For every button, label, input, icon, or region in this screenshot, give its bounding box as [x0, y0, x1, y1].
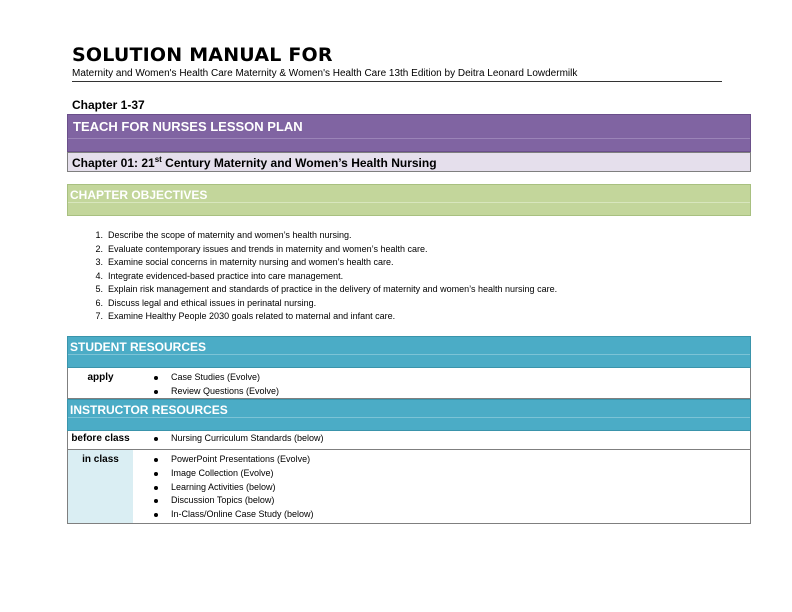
- banner-divider: [68, 138, 750, 139]
- resource-row-apply: [67, 368, 751, 399]
- chapter-objectives-heading: CHAPTER OBJECTIVES: [70, 188, 208, 202]
- chapter-heading-suffix: Century Maternity and Women’s Health Nursing: [161, 156, 437, 170]
- objective-number: 2.: [95, 243, 103, 254]
- resource-label: apply: [87, 372, 114, 383]
- objective-item: [95, 229, 557, 243]
- objective-item: [95, 297, 557, 311]
- chapter-objectives-banner: [67, 184, 751, 216]
- objective-item: [95, 256, 557, 270]
- objective-text: Evaluate contemporary issues and trends in maternity and women’s health care.: [108, 243, 428, 254]
- banner-divider: [68, 354, 750, 355]
- objective-text: Examine social concerns in maternity nursing and women’s health care.: [108, 257, 394, 267]
- resource-list: [152, 432, 324, 446]
- resource-item: PowerPoint Presentations (Evolve): [152, 453, 314, 467]
- resource-item: Discussion Topics (below): [152, 494, 314, 508]
- resource-row-in-class: [67, 450, 751, 524]
- objective-text: Discuss legal and ethical issues in perinatal nursing.: [108, 297, 317, 308]
- objective-item: [95, 243, 557, 257]
- resource-row-before-class: [67, 431, 751, 450]
- banner-divider: [68, 417, 750, 418]
- banner-divider: [68, 202, 750, 203]
- lesson-plan-banner: [67, 114, 751, 152]
- resource-item: In-Class/Online Case Study (below): [152, 508, 314, 522]
- document-subtitle: Maternity and Women's Health Care Maternity & Women's Health Care 13th Edition by Deitra Leonard Lowdermilk: [72, 68, 578, 79]
- objectives-list: [95, 229, 558, 324]
- chapter-heading-sup: st: [154, 155, 162, 164]
- objective-item: [95, 270, 557, 284]
- instructor-resources-banner: [67, 399, 751, 431]
- chapter-range: Chapter 1-37: [72, 98, 145, 112]
- resource-item: Learning Activities (below): [152, 481, 314, 495]
- resource-item: Case Studies (Evolve): [152, 371, 279, 385]
- resource-label: in class: [82, 454, 119, 465]
- objective-number: 3.: [95, 257, 103, 267]
- header-divider: [72, 81, 722, 82]
- chapter-heading-row: [67, 152, 751, 172]
- objective-text: Explain risk management and standards of practice in the delivery of maternity and women’s health nursing care.: [108, 284, 558, 294]
- objective-number: 5.: [95, 284, 103, 294]
- objective-text: Describe the scope of maternity and women’s health nursing.: [108, 230, 352, 240]
- objective-number: 6.: [95, 297, 103, 308]
- document-title: SOLUTION MANUAL FOR: [72, 44, 333, 66]
- objective-text: Integrate evidenced-based practice into care management.: [108, 270, 344, 281]
- resource-label: before class: [71, 433, 130, 444]
- student-resources-heading: STUDENT RESOURCES: [70, 340, 207, 354]
- resource-list: [152, 453, 314, 522]
- resource-list: [152, 371, 279, 399]
- chapter-heading: [72, 155, 437, 170]
- lesson-plan-banner-text: TEACH FOR NURSES LESSON PLAN: [73, 119, 303, 134]
- objective-number: 1.: [95, 230, 103, 240]
- resource-item: Review Questions (Evolve): [152, 385, 279, 399]
- objective-number: 7.: [95, 311, 103, 321]
- chapter-heading-prefix: Chapter 01: 21: [72, 156, 155, 170]
- objective-number: 4.: [95, 270, 103, 281]
- instructor-resources-heading: INSTRUCTOR RESOURCES: [70, 403, 228, 417]
- objective-text: Examine Healthy People 2030 goals related to maternal and infant care.: [108, 311, 396, 321]
- objective-item: [95, 310, 557, 324]
- student-resources-banner: [67, 336, 751, 368]
- resource-item: Image Collection (Evolve): [152, 467, 314, 481]
- resource-item: Nursing Curriculum Standards (below): [152, 432, 324, 446]
- objective-item: [95, 283, 558, 297]
